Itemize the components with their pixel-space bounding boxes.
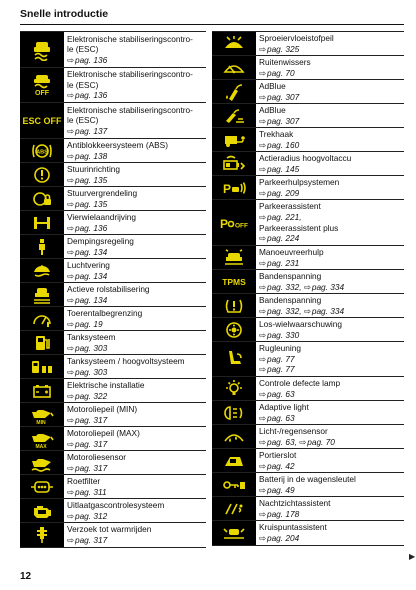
page-link[interactable]: pag. 160 <box>266 139 300 150</box>
particulate-filter-icon <box>20 475 64 498</box>
page-link[interactable]: pag. 70 <box>266 67 295 78</box>
entry-text: Parkeerassistent ⇨pag. 221, Parkeerassistent plus ⇨pag. 224 <box>259 201 339 244</box>
table-row <box>212 151 404 175</box>
table-row <box>20 138 206 162</box>
arrow-icon: ⇨ <box>67 294 74 305</box>
entry-text: Stuurinrichting ⇨pag. 135 <box>67 163 121 185</box>
table-row <box>212 31 404 55</box>
entry-text: Batterij in de wagensleutel ⇨pag. 49 <box>259 473 356 495</box>
table-row <box>20 522 206 548</box>
tpms-text-icon: TPMS <box>212 270 256 293</box>
page-link[interactable]: pag. 311 <box>74 486 107 497</box>
page-link[interactable]: pag. 307 <box>266 91 300 102</box>
crossroad-assist-icon <box>212 521 256 545</box>
page-link[interactable]: pag. 63, <box>266 436 297 447</box>
entry-text: Dempingsregeling ⇨pag. 134 <box>67 235 134 257</box>
entry-text: Actieve rolstabilisering ⇨pag. 134 <box>67 283 150 305</box>
arrow-icon: ⇨ <box>259 484 266 495</box>
parking-aid-icon <box>212 176 256 199</box>
table-row <box>212 400 404 424</box>
page-link[interactable]: pag. 134 <box>74 270 108 281</box>
adblue-icon <box>212 80 256 103</box>
arrow-icon: ⇨ <box>67 125 74 136</box>
arrow-icon: ⇨ <box>259 436 266 447</box>
svg-text:OFF: OFF <box>35 90 49 97</box>
entry-text: Rugleuning ⇨pag. 77 ⇨pag. 77 <box>259 343 301 375</box>
range-battery-icon <box>212 152 256 175</box>
fuel-tank-hydrogen-icon <box>20 355 64 378</box>
page-link[interactable]: pag. 145 <box>266 163 300 174</box>
oil-can-min-icon <box>20 403 64 426</box>
arrow-icon: ⇨ <box>67 366 74 377</box>
arrow-icon: ⇨ <box>259 364 266 375</box>
damping-icon <box>20 235 64 258</box>
page-link[interactable]: pag. 134 <box>74 294 108 305</box>
parking-assist-off-icon <box>212 200 256 245</box>
steering-lock-icon <box>20 187 64 210</box>
page-link[interactable]: pag. 77 <box>266 364 295 375</box>
page-link[interactable]: pag. 49 <box>266 484 295 495</box>
arrow-icon: ⇨ <box>67 174 74 185</box>
entry-text: AdBlue ⇨pag. 307 <box>259 80 300 102</box>
arrow-icon: ⇨ <box>259 67 266 78</box>
entry-text: Trekhaak ⇨pag. 160 <box>259 128 300 150</box>
page-link[interactable]: pag. 70 <box>307 436 335 447</box>
table-row <box>20 162 206 186</box>
page-link[interactable]: pag. 332, <box>266 281 302 292</box>
page-link[interactable]: pag. 136 <box>74 54 108 65</box>
wheel-loose-icon <box>212 318 256 341</box>
abs-icon <box>20 139 64 162</box>
table-row <box>212 127 404 151</box>
battery-icon <box>20 379 64 402</box>
arrow-icon: ⇨ <box>67 270 74 281</box>
entry-text: Controle defecte lamp ⇨pag. 63 <box>259 377 341 399</box>
entry-text: Tanksysteem / hoogvoltsysteem ⇨pag. 303 <box>67 355 185 377</box>
table-row <box>212 79 404 103</box>
svg-text:ABS: ABS <box>36 149 48 155</box>
arrow-icon: ⇨ <box>67 54 74 65</box>
entry-text: Manoeuvreerhulp ⇨pag. 231 <box>259 246 324 268</box>
seat-backrest-icon <box>212 342 256 376</box>
table-row <box>20 402 206 426</box>
arrow-icon: ⇨ <box>259 412 266 423</box>
arrow-icon: ⇨ <box>259 388 266 399</box>
table-row <box>212 199 404 245</box>
page-link[interactable]: pag. 136 <box>74 222 108 233</box>
page-link[interactable]: pag. 77 <box>266 353 295 364</box>
washer-fluid-icon <box>212 32 256 55</box>
arrow-icon: ⇨ <box>67 462 74 473</box>
header-rule <box>20 24 404 25</box>
page-link[interactable]: pag. 221, <box>266 211 302 222</box>
entry-text: Roetfilter ⇨pag. 311 <box>67 475 107 497</box>
fuel-tank-icon <box>20 331 64 354</box>
arrow-icon: ⇨ <box>259 233 266 244</box>
page-link[interactable]: pag. 330 <box>266 329 300 340</box>
page-number: 12 <box>20 571 32 582</box>
entry-text: Uitlaatgascontrolesysteem ⇨pag. 312 <box>67 499 165 521</box>
arrow-icon: ⇨ <box>259 533 266 543</box>
entry-text: Sproeiervloeistofpeil ⇨pag. 325 <box>259 32 334 54</box>
esc-car-skid-icon <box>20 32 64 67</box>
tire-pressure-icon <box>212 294 256 317</box>
entry-text: Elektronische stabiliseringscontro- le (ESC) ⇨pag. 137 <box>67 104 193 136</box>
entry-text: Tanksysteem ⇨pag. 303 <box>67 331 116 353</box>
arrow-icon: ⇨ <box>259 115 266 126</box>
table-row <box>20 210 206 234</box>
entry-text: Motoroliepeil (MAX) ⇨pag. 317 <box>67 427 140 449</box>
page-link[interactable]: pag. 334 <box>311 281 345 292</box>
night-vision-icon <box>212 497 256 520</box>
arrow-icon: ⇨ <box>67 90 74 101</box>
page-link[interactable]: pag. 322 <box>74 390 108 401</box>
page-link[interactable]: pag. 332, <box>266 305 302 316</box>
table-row <box>212 520 404 546</box>
page-title: Snelle introductie <box>20 8 109 20</box>
table-row <box>212 55 404 79</box>
arrow-icon: ⇨ <box>259 139 266 150</box>
entry-text: Elektronische stabiliseringscontro- le (ESC) ⇨pag. 136 <box>67 33 193 65</box>
page-link[interactable]: pag. 63 <box>266 388 295 399</box>
entry-text: Antiblokkeersysteem (ABS) ⇨pag. 138 <box>67 139 168 161</box>
entry-text: Motoroliepeil (MIN) ⇨pag. 317 <box>67 403 138 425</box>
esc-off-text-icon: ESC OFF <box>20 103 64 138</box>
entry-text: Motoroliesensor ⇨pag. 317 <box>67 451 127 473</box>
table-row <box>20 450 206 474</box>
page-link[interactable]: pag. 135 <box>74 198 108 209</box>
table-row <box>20 498 206 522</box>
entry-text: Kruispuntassistent ⇨pag. 204 <box>259 522 327 543</box>
page-link[interactable]: pag. 317 <box>74 535 108 545</box>
page-link[interactable]: pag. 42 <box>266 460 295 471</box>
esc-off-car-skid-icon <box>20 68 64 102</box>
table-row <box>212 293 404 317</box>
door-lock-icon <box>212 449 256 472</box>
oil-can-max-icon <box>20 427 64 450</box>
active-roll-stabilization-icon <box>20 283 64 306</box>
page-link[interactable]: pag. 178 <box>266 508 300 519</box>
table-row <box>212 317 404 341</box>
arrow-icon: ⇨ <box>259 508 266 519</box>
table-row <box>20 67 206 102</box>
arrow-icon: ⇨ <box>259 353 266 364</box>
four-wheel-steering-icon <box>20 211 64 234</box>
svg-text:P: P <box>223 181 232 196</box>
table-row <box>20 354 206 378</box>
trailer-hitch-icon <box>212 128 256 151</box>
table-row <box>212 341 404 376</box>
entry-text: Parkeerhulpsystemen ⇨pag. 209 <box>259 176 340 198</box>
svg-text:MAX: MAX <box>35 443 47 449</box>
entry-text: Elektrische installatie ⇨pag. 322 <box>67 379 145 401</box>
table-row <box>212 245 404 269</box>
bulb-check-icon <box>212 377 256 400</box>
entry-text: Stuurvergrendeling ⇨pag. 135 <box>67 187 138 209</box>
table-row <box>20 31 206 67</box>
arrow-icon: ⇨ <box>259 43 266 54</box>
left-column <box>20 31 206 548</box>
table-row <box>212 496 404 520</box>
arrow-icon: ⇨ <box>67 342 74 353</box>
page-link[interactable]: pag. 224 <box>266 233 300 244</box>
arrow-icon: ⇨ <box>259 281 266 292</box>
arrow-icon: ⇨ <box>67 222 74 233</box>
page-link[interactable]: pag. 334 <box>311 305 345 316</box>
table-row <box>20 306 206 330</box>
svg-text:MIN: MIN <box>36 419 46 425</box>
page-link[interactable]: pag. 317 <box>74 438 108 449</box>
arrow-icon: ⇨ <box>299 436 307 447</box>
arrow-icon: ⇨ <box>67 438 74 449</box>
arrow-icon: ⇨ <box>259 163 266 174</box>
entry-text: Actieradius hoogvoltaccu ⇨pag. 145 <box>259 152 352 174</box>
page-link[interactable]: pag. 325 <box>266 43 300 54</box>
rev-limiter-icon <box>20 307 64 330</box>
table-row <box>20 378 206 402</box>
entry-text: Licht-/regensensor ⇨pag. 63, ⇨pag. 70 <box>259 425 335 447</box>
entry-text: Ruitenwissers ⇨pag. 70 <box>259 56 311 78</box>
next-page-arrow-icon: ▶ <box>409 552 416 561</box>
arrow-icon: ⇨ <box>67 198 74 209</box>
table-row <box>212 269 404 293</box>
page-link[interactable]: pag. 136 <box>74 90 108 101</box>
arrow-icon: ⇨ <box>259 257 266 268</box>
entry-text: Vierwielaandrijving ⇨pag. 136 <box>67 211 137 233</box>
svg-text:P: P <box>220 216 229 231</box>
steering-wheel-exclamation-icon <box>20 163 64 186</box>
arrow-icon: ⇨ <box>67 150 74 161</box>
page-link[interactable]: pag. 138 <box>74 150 108 161</box>
glow-plug-icon <box>20 523 64 547</box>
entry-text: Verzoek tot warmrijden ⇨pag. 317 <box>67 524 152 545</box>
arrow-icon: ⇨ <box>67 318 74 329</box>
table-row <box>20 102 206 138</box>
table-row <box>20 282 206 306</box>
entry-text: Portierslot ⇨pag. 42 <box>259 449 297 471</box>
oil-sensor-icon <box>20 451 64 474</box>
light-rain-sensor-icon <box>212 425 256 448</box>
arrow-icon: ⇨ <box>67 390 74 401</box>
table-row <box>212 424 404 448</box>
page-link[interactable]: pag. 19 <box>74 318 103 329</box>
adblue-car-icon <box>212 104 256 127</box>
engine-check-icon <box>20 499 64 522</box>
page-link[interactable]: pag. 312 <box>74 510 108 521</box>
page-link[interactable]: pag. 134 <box>74 246 108 257</box>
arrow-icon: ⇨ <box>303 281 311 292</box>
page-link[interactable]: pag. 231 <box>266 257 300 268</box>
page-link[interactable]: pag. 204 <box>266 533 300 543</box>
entry-text: Bandenspanning ⇨pag. 332, ⇨pag. 334 <box>259 270 345 292</box>
table-row <box>20 258 206 282</box>
table-row <box>212 472 404 496</box>
maneuver-assist-icon <box>212 246 256 269</box>
table-row <box>212 175 404 199</box>
svg-text:OFF: OFF <box>235 222 248 229</box>
entry-text: Elektronische stabiliseringscontro- le (ESC) ⇨pag. 136 <box>67 69 193 101</box>
arrow-icon: ⇨ <box>67 510 74 521</box>
arrow-icon: ⇨ <box>259 91 266 102</box>
entry-text: Los-wielwaarschuwing ⇨pag. 330 <box>259 318 343 340</box>
arrow-icon: ⇨ <box>259 187 266 198</box>
table-row <box>20 474 206 498</box>
page-link[interactable]: pag. 317 <box>74 414 108 425</box>
page-link[interactable]: pag. 317 <box>74 462 108 473</box>
right-column <box>212 31 404 546</box>
arrow-icon: ⇨ <box>67 486 74 497</box>
windscreen-wiper-icon <box>212 56 256 79</box>
page-link[interactable]: pag. 209 <box>266 187 300 198</box>
key-battery-icon <box>212 473 256 496</box>
page-link[interactable]: pag. 135 <box>74 174 108 185</box>
entry-text: Adaptive light ⇨pag. 63 <box>259 401 309 423</box>
entry-text: Toerentalbegrenzing ⇨pag. 19 <box>67 307 143 329</box>
page-link[interactable]: pag. 303 <box>74 366 108 377</box>
arrow-icon: ⇨ <box>303 305 311 316</box>
arrow-icon: ⇨ <box>259 460 266 471</box>
arrow-icon: ⇨ <box>259 305 266 316</box>
table-row <box>212 376 404 400</box>
table-row <box>20 426 206 450</box>
table-row <box>20 234 206 258</box>
arrow-icon: ⇨ <box>67 535 74 545</box>
air-suspension-icon <box>20 259 64 282</box>
page-link[interactable]: pag. 303 <box>74 342 108 353</box>
adaptive-light-icon <box>212 401 256 424</box>
arrow-icon: ⇨ <box>259 329 266 340</box>
page-link[interactable]: pag. 137 <box>74 125 108 136</box>
entry-text: Luchtvering ⇨pag. 134 <box>67 259 110 281</box>
page-link[interactable]: pag. 63 <box>266 412 295 423</box>
table-row <box>20 186 206 210</box>
table-row <box>20 330 206 354</box>
entry-text: AdBlue ⇨pag. 307 <box>259 104 300 126</box>
arrow-icon: ⇨ <box>67 246 74 257</box>
entry-text: Nachtzichtassistent ⇨pag. 178 <box>259 497 331 519</box>
page-link[interactable]: pag. 307 <box>266 115 300 126</box>
table-row <box>212 448 404 472</box>
arrow-icon: ⇨ <box>259 211 266 222</box>
entry-text: Bandenspanning ⇨pag. 332, ⇨pag. 334 <box>259 294 345 316</box>
arrow-icon: ⇨ <box>67 414 74 425</box>
table-row <box>212 103 404 127</box>
